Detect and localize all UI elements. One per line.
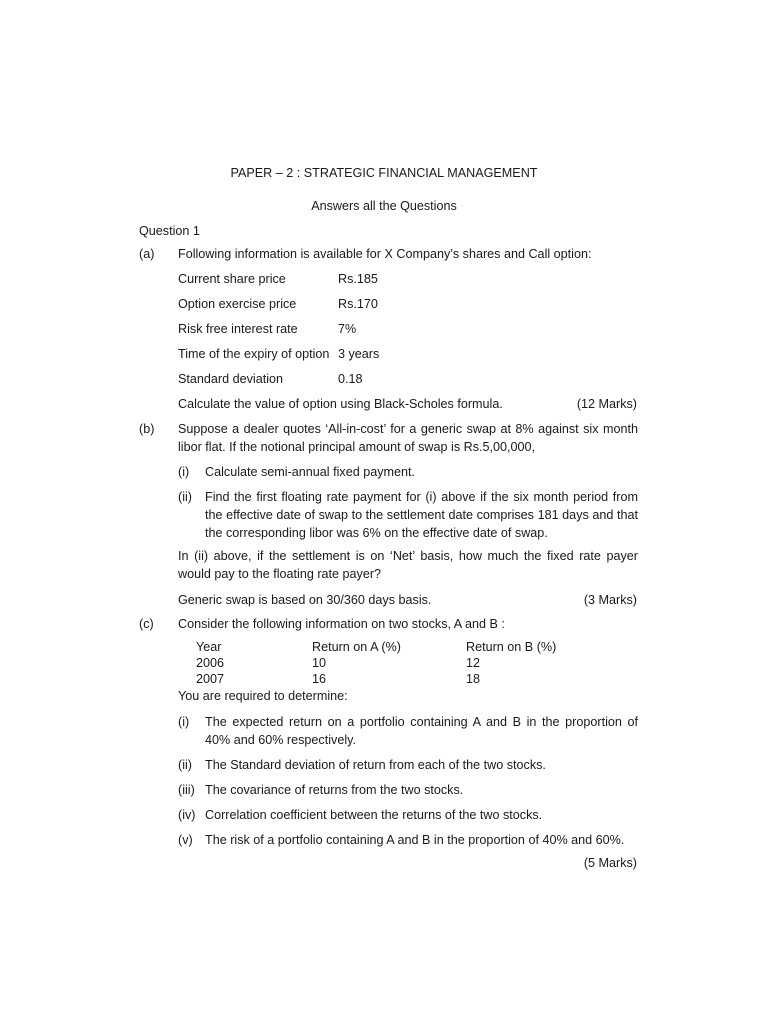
item-number: (v) [178,833,193,847]
item-number: (iii) [178,783,195,797]
item-text: Correlation coefficient between the returns of the two stocks. [205,808,543,822]
table-header: Return on B (%) [466,640,557,654]
info-row-label: Time of the expiry of option [178,347,330,361]
item-text: Find the first floating rate payment for (i) above if the six month period from the effective date of swap to the settlement date comprises 181 days and that the corresponding libor was 6% on the effective date of swap. [205,490,638,540]
item-text: Calculate semi-annual fixed payment. [205,465,416,479]
item-text: The Standard deviation of return from each of the two stocks. [205,758,546,772]
part-a-marks: (12 Marks) [576,397,637,411]
table-cell: 2006 [196,656,225,670]
info-row-value: 3 years [338,347,380,361]
info-row-value: Rs.170 [338,297,378,311]
part-c-marks: (5 Marks) [583,856,637,870]
info-row-value: Rs.185 [338,272,378,286]
info-row-label: Current share price [178,272,286,286]
item-number: (i) [178,465,190,479]
part-b-label: (b) [139,422,155,436]
part-b-intro: Suppose a dealer quotes ‘All-in-cost’ for a generic swap at 8% against six month libor flat. If the notional principal amount of swap is Rs.5,00,000, [178,422,638,454]
part-b-basis: Generic swap is based on 30/360 days basis. [178,593,432,607]
item-text: The risk of a portfolio containing A and B in the proportion of 40% and 60%. [205,833,625,847]
part-a-intro: Following information is available for X Company’s shares and Call option: [178,247,592,261]
part-a-label: (a) [139,247,155,261]
table-cell: 2007 [196,672,225,686]
item-number: (ii) [178,758,192,772]
info-row-label: Risk free interest rate [178,322,298,336]
part-c-required: You are required to determine: [178,689,348,703]
part-b-followup: In (ii) above, if the settlement is on ‘Net’ basis, how much the fixed rate payer would pay to the floating rate payer? [178,549,638,581]
item-number: (ii) [178,490,192,504]
table-cell: 18 [466,672,481,686]
info-row-value: 0.18 [338,372,363,386]
table-header: Return on A (%) [312,640,401,654]
table-cell: 12 [466,656,481,670]
item-number: (i) [178,715,190,729]
item-number: (iv) [178,808,196,822]
part-c-intro: Consider the following information on two stocks, A and B : [178,617,505,631]
part-a-task: Calculate the value of option using Black-Scholes formula. [178,397,503,411]
table-cell: 10 [312,656,327,670]
part-c-label: (c) [139,617,154,631]
item-text: The expected return on a portfolio containing A and B in the proportion of 40% and 60% respectively. [205,715,638,747]
table-header: Year [196,640,222,654]
info-row-value: 7% [338,322,357,336]
part-b-marks: (3 Marks) [583,593,637,607]
item-text: The covariance of returns from the two stocks. [205,783,464,797]
question-label: Question 1 [139,224,200,238]
info-row-label: Option exercise price [178,297,297,311]
table-cell: 16 [312,672,327,686]
paper-title: PAPER – 2 : STRATEGIC FINANCIAL MANAGEMENT [230,166,538,180]
info-row-label: Standard deviation [178,372,284,386]
instructions: Answers all the Questions [311,199,457,213]
